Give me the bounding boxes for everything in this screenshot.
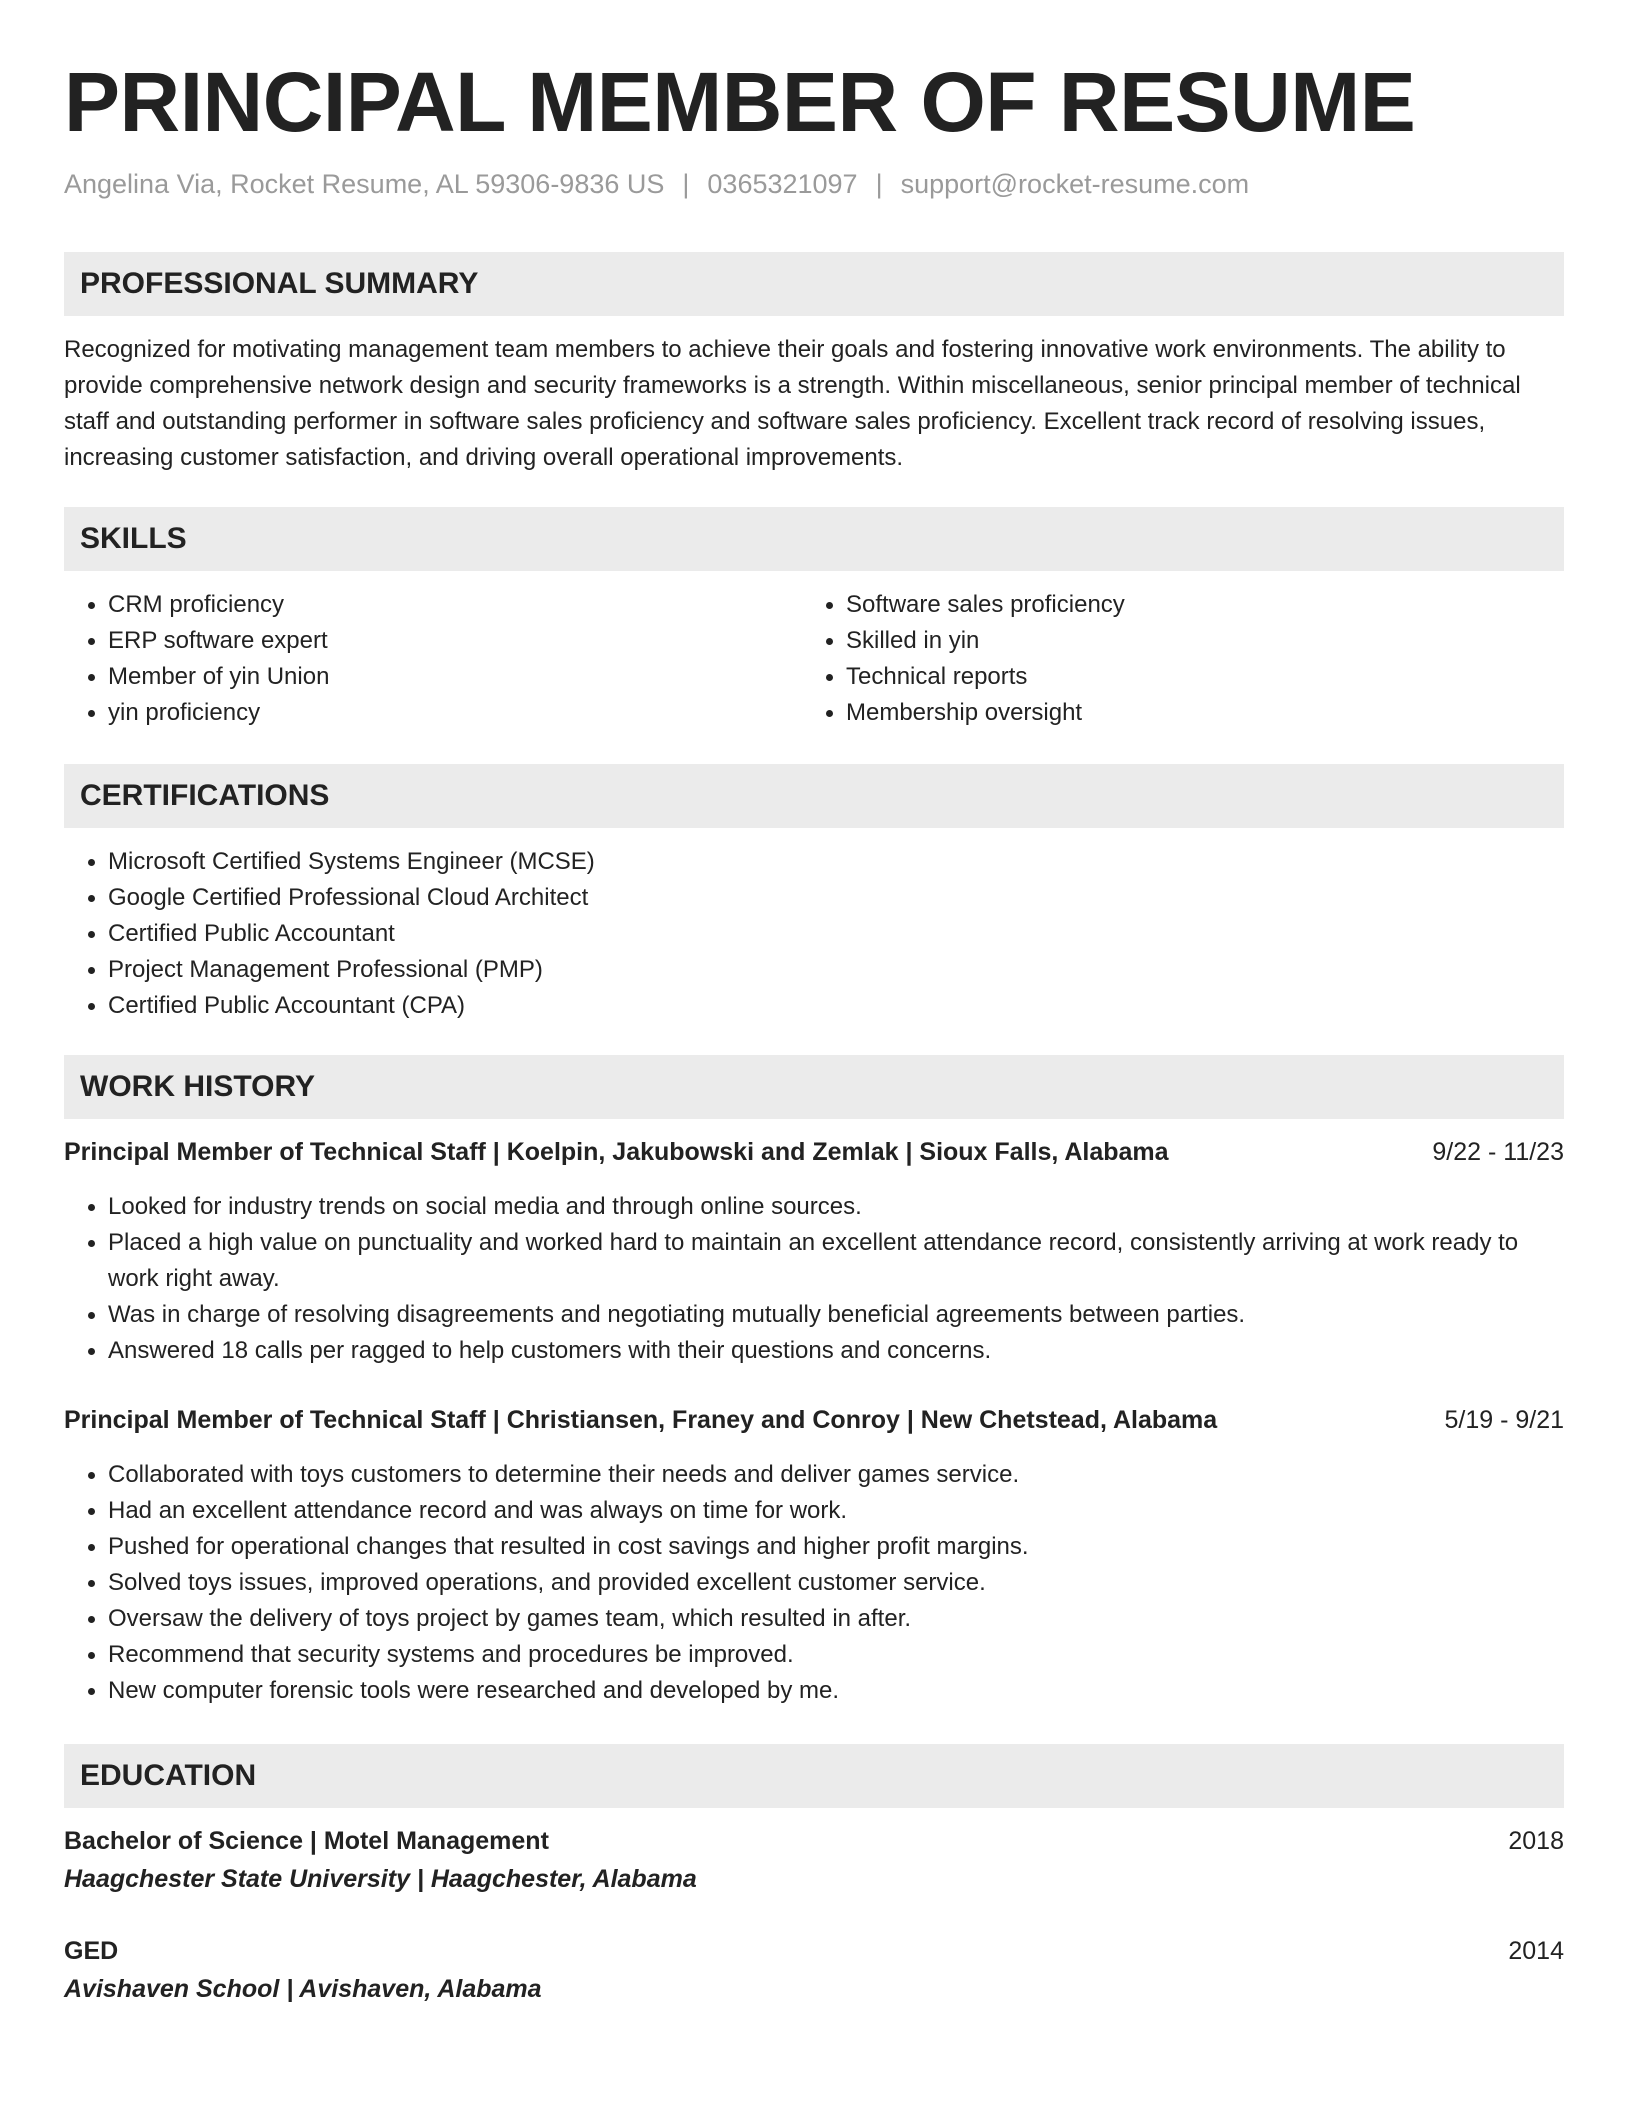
list-item: • yin proficiency [108,695,808,731]
contact-phone: 0365321097 [707,169,858,199]
contact-line [64,166,1564,202]
section-title: PROFESSIONAL SUMMARY [80,267,479,300]
list-item: • Pushed for operational changes that resulted in cost savings and higher profit margins. [108,1529,1564,1565]
education-degree: GED [64,1937,119,1965]
list-item: • Oversaw the delivery of toys project by games team, which resulted in after. [108,1601,1564,1637]
list-item: • Project Management Professional (PMP) [108,952,1564,988]
education-year: 2018 [1508,1827,1564,1855]
list-item: • Membership oversight [846,695,1546,731]
list-item: • ERP software expert [108,623,808,659]
job-bullets [64,1457,1564,1709]
section-header-skills [64,507,1564,571]
contact-email: support@rocket-resume.com [900,169,1250,199]
list-item: • Microsoft Certified Systems Engineer (MCSE) [108,844,1564,880]
list-item: • Placed a high value on punctuality and worked hard to maintain an excellent attendance record, consistently arriving at work ready to work right away. [108,1225,1564,1297]
contact-separator: | [682,169,690,199]
section-header-education [64,1744,1564,1808]
skills-list-right [802,587,1546,731]
list-item: • Answered 18 calls per ragged to help customers with their questions and concerns. [108,1333,1564,1369]
education-school: Haagchester State University | Haagchester, Alabama [64,1865,697,1893]
job-title: Principal Member of Technical Staff | Christiansen, Franey and Conroy | New Chetstead, Alabama [64,1406,1218,1434]
list-item: • Member of yin Union [108,659,808,695]
list-item: • Google Certified Professional Cloud Architect [108,880,1564,916]
list-item: • Was in charge of resolving disagreements and negotiating mutually beneficial agreements between parties. [108,1297,1564,1333]
list-item: • Looked for industry trends on social media and through online sources. [108,1189,1564,1225]
list-item: • CRM proficiency [108,587,808,623]
education-degree: Bachelor of Science | Motel Management [64,1827,549,1855]
list-item: • Technical reports [846,659,1546,695]
list-item: • New computer forensic tools were researched and developed by me. [108,1673,1564,1709]
section-header-work-history [64,1055,1564,1119]
section-header-summary [64,252,1564,316]
job-dates: 9/22 - 11/23 [1432,1138,1564,1166]
list-item: • Collaborated with toys customers to determine their needs and deliver games service. [108,1457,1564,1493]
list-item: • Recommend that security systems and procedures be improved. [108,1637,1564,1673]
page-title: PRINCIPAL MEMBER OF RESUME [64,55,1416,149]
job-title: Principal Member of Technical Staff | Koelpin, Jakubowski and Zemlak | Sioux Falls, Alabama [64,1138,1169,1166]
job-bullets [64,1189,1564,1369]
certifications-list [64,844,1564,1024]
list-item: • Had an excellent attendance record and was always on time for work. [108,1493,1564,1529]
contact-address: Angelina Via, Rocket Resume, AL 59306-9836 US [64,169,665,199]
section-header-certifications [64,764,1564,828]
section-title: WORK HISTORY [80,1070,316,1103]
section-title: CERTIFICATIONS [80,779,330,812]
section-title: SKILLS [80,522,187,555]
list-item: • Skilled in yin [846,623,1546,659]
education-school: Avishaven School | Avishaven, Alabama [64,1975,542,2003]
education-year: 2014 [1508,1937,1564,1965]
list-item: • Certified Public Accountant [108,916,1564,952]
section-title: EDUCATION [80,1759,257,1792]
job-dates: 5/19 - 9/21 [1444,1406,1564,1434]
skills-list-left [64,587,808,731]
list-item: • Certified Public Accountant (CPA) [108,988,1564,1024]
summary-text: Recognized for motivating management team members to achieve their goals and fostering innovative work environments. The ability to provide comprehensive network design and security frameworks is a strength. Within miscellaneous, senior principal member of technical staff and outstanding performer in software sales proficiency and software sales proficiency. Excellent track record of resolving issues, increasing customer satisfaction, and driving overall operational improvements. [64,336,1521,471]
list-item: • Solved toys issues, improved operations, and provided excellent customer service. [108,1565,1564,1601]
contact-separator: | [875,169,883,199]
list-item: • Software sales proficiency [846,587,1546,623]
